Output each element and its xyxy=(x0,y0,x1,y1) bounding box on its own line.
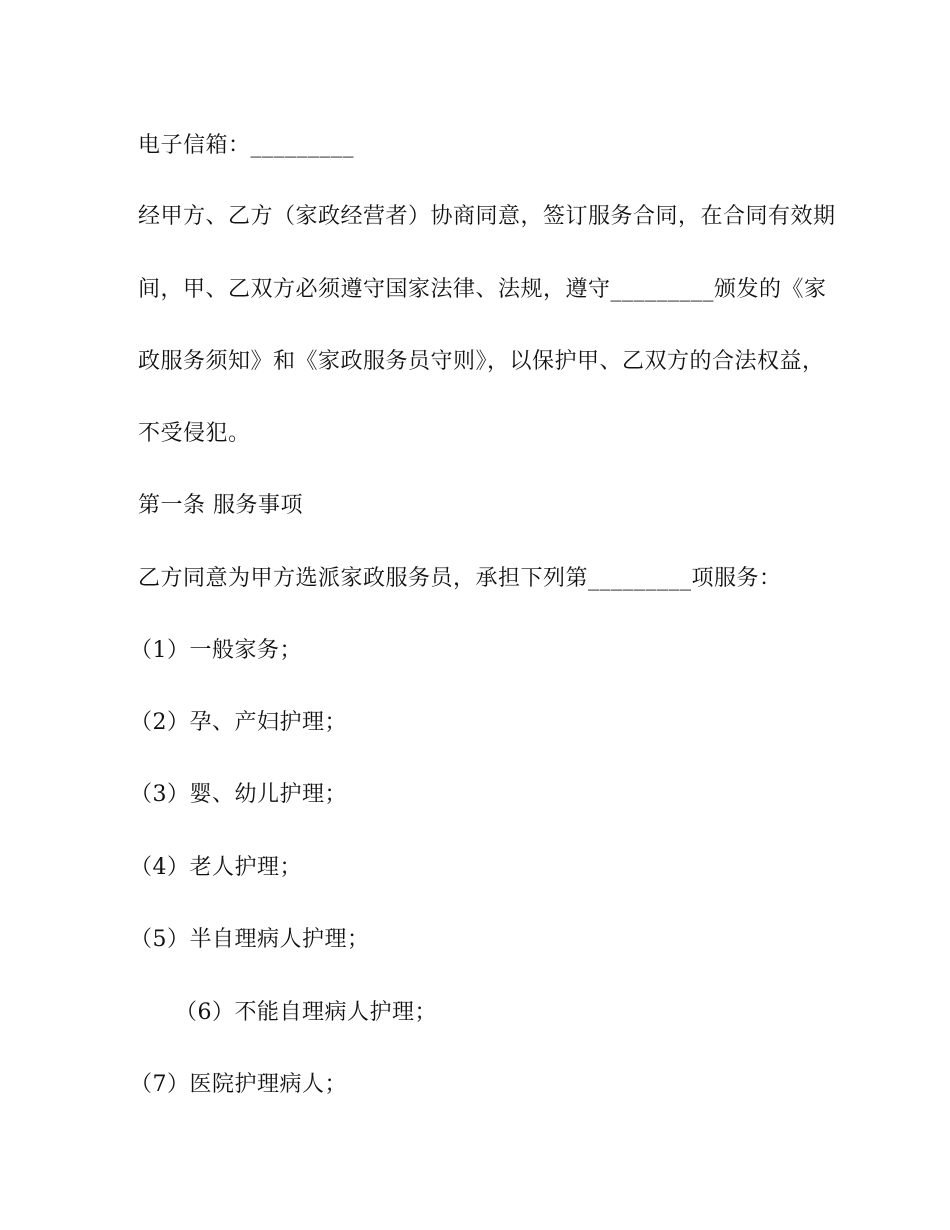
service-item-3: （3）婴、幼儿护理； xyxy=(130,782,347,807)
service-item-7: （7）医院护理病人； xyxy=(130,1072,347,1097)
service-item-4: （4）老人护理； xyxy=(130,855,302,880)
service-intro-line: 乙方同意为甲方选派家政服务员，承担下列第_________项服务： xyxy=(138,566,782,591)
paragraph-line-3: 政服务须知》和《家政服务员守则》，以保护甲、乙双方的合法权益， xyxy=(138,349,825,374)
paragraph-line-1: 经甲方、乙方（家政经营者）协商同意，签订服务合同，在合同有效期 xyxy=(138,204,836,229)
service-item-6: （6）不能自理病人护理； xyxy=(175,1000,437,1025)
service-item-1: （1）一般家务； xyxy=(130,638,302,663)
paragraph-line-4: 不受侵犯。 xyxy=(138,421,251,446)
service-item-5: （5）半自理病人护理； xyxy=(130,927,370,952)
paragraph-line-2: 间，甲、乙双方必须遵守国家法律、法规，遵守_________颁发的《家 xyxy=(138,277,827,302)
article-heading: 第一条 服务事项 xyxy=(138,493,303,518)
email-line: 电子信箱：_________ xyxy=(138,133,355,158)
service-item-2: （2）孕、产妇护理； xyxy=(130,710,347,735)
